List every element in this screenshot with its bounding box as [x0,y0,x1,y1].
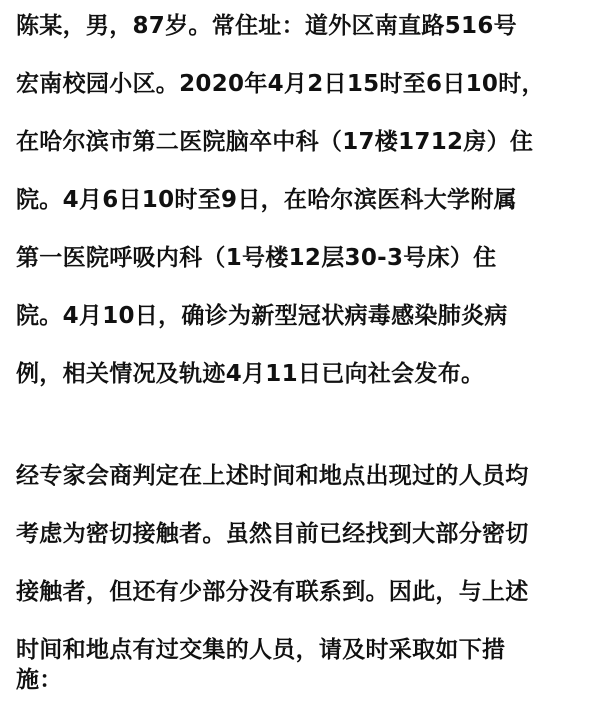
text-line: 院。4月6日10时至9日，在哈尔滨医科大学附属 [16,187,517,213]
text-line: 考虑为密切接触者。虽然目前已经找到大部分密切 [16,521,529,547]
text-line: 第一医院呼吸内科（1号楼12层30-3号床）住 [16,245,497,271]
text-line: 宏南校园小区。2020年4月2日15时至6日10时， [16,71,545,97]
text-line: 时间和地点有过交集的人员，请及时采取如下措 [16,637,506,663]
text-line: 院。4月10日，确诊为新型冠状病毒感染肺炎病 [16,303,508,329]
text-line: 经专家会商判定在上述时间和地点出现过的人员均 [16,463,529,489]
text-line: 接触者，但还有少部分没有联系到。因此，与上述 [16,579,529,605]
text-line: 陈某，男，87岁。常住址：道外区南直路516号 [16,13,517,39]
text-line: 施： [16,667,63,693]
text-line: 在哈尔滨市第二医院脑卒中科（17楼1712房）住 [16,129,534,155]
text-line: 例，相关情况及轨迹4月11日已向社会发布。 [16,361,485,387]
